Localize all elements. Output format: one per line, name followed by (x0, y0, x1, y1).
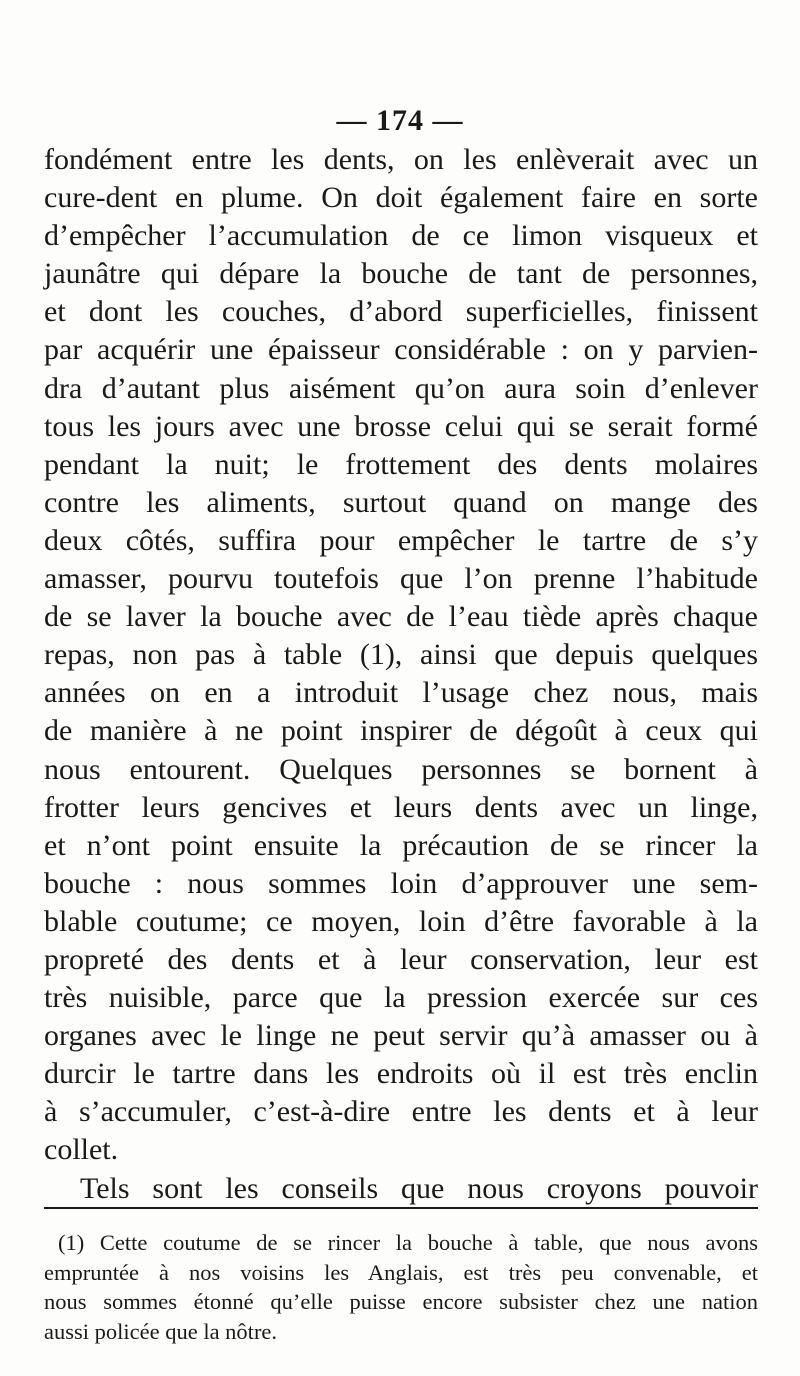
footnote-separator (44, 1207, 758, 1209)
text-line: à s’accumuler, c’est-à-dire entre les dents et à leur (44, 1095, 758, 1129)
text-line: organes avec le linge ne peut servir qu’à amasser ou à (44, 1019, 758, 1053)
footnote-line: nous sommes étonné qu’elle puisse encore subsister chez une nation (44, 1289, 758, 1314)
text-line: de manière à ne point inspirer de dégoût à ceux qui (44, 714, 758, 748)
paragraph-start-line: Tels sont les conseils que nous croyons pouvoir (80, 1171, 758, 1205)
text-line: et n’ont point ensuite la précaution de se rincer la (44, 828, 758, 862)
text-line: nous entourent. Quelques personnes se bornent à (44, 752, 758, 786)
text-line: tous les jours avec une brosse celui qui se serait formé (44, 409, 758, 443)
page-number: — 174 — (336, 104, 464, 137)
text-line: durcir le tartre dans les endroits où il est très enclin (44, 1057, 758, 1091)
text-line: et dont les couches, d’abord superficielles, finissent (44, 295, 758, 329)
text-line: d’empêcher l’accumulation de ce limon visqueux et (44, 219, 758, 253)
text-line: bouche : nous sommes loin d’approuver une sem- (44, 866, 758, 900)
footnote-line: aussi policée que la nôtre. (44, 1318, 278, 1344)
text-line: deux côtés, suffira pour empêcher le tartre de s’y (44, 523, 758, 557)
text-line: années on en a introduit l’usage chez nous, mais (44, 676, 758, 710)
text-line: contre les aliments, surtout quand on mange des (44, 485, 758, 519)
text-line: très nuisible, parce que la pression exercée sur ces (44, 981, 758, 1015)
text-line: de se laver la bouche avec de l’eau tiède après chaque (44, 600, 758, 634)
text-line: repas, non pas à table (1), ainsi que depuis quelques (44, 638, 758, 672)
body-text (44, 141, 758, 1208)
text-line: blable coutume; ce moyen, loin d’être favorable à la (44, 904, 758, 938)
text-line: dra d’autant plus aisément qu’on aura soin d’enlever (44, 371, 758, 405)
paragraph-end-line: collet. (44, 1133, 119, 1167)
footnote (44, 1228, 758, 1346)
text-line: frotter leurs gencives et leurs dents avec un linge, (44, 790, 758, 824)
text-line: jaunâtre qui dépare la bouche de tant de personnes, (44, 257, 758, 291)
text-line: propreté des dents et à leur conservation, leur est (44, 942, 758, 976)
text-line: par acquérir une épaisseur considérable : on y parvien- (44, 333, 758, 367)
text-line: pendant la nuit; le frottement des dents molaires (44, 447, 758, 481)
text-line: amasser, pourvu toutefois que l’on prenne l’habitude (44, 562, 758, 596)
text-line: cure-dent en plume. On doit également faire en sorte (44, 181, 758, 215)
footnote-line: (1) Cette coutume de se rincer la bouche à table, que nous avons (58, 1230, 758, 1255)
text-line: fondément entre les dents, on les enlèverait avec un (44, 143, 758, 176)
footnote-line: empruntée à nos voisins les Anglais, est très peu convenable, et (44, 1259, 758, 1285)
